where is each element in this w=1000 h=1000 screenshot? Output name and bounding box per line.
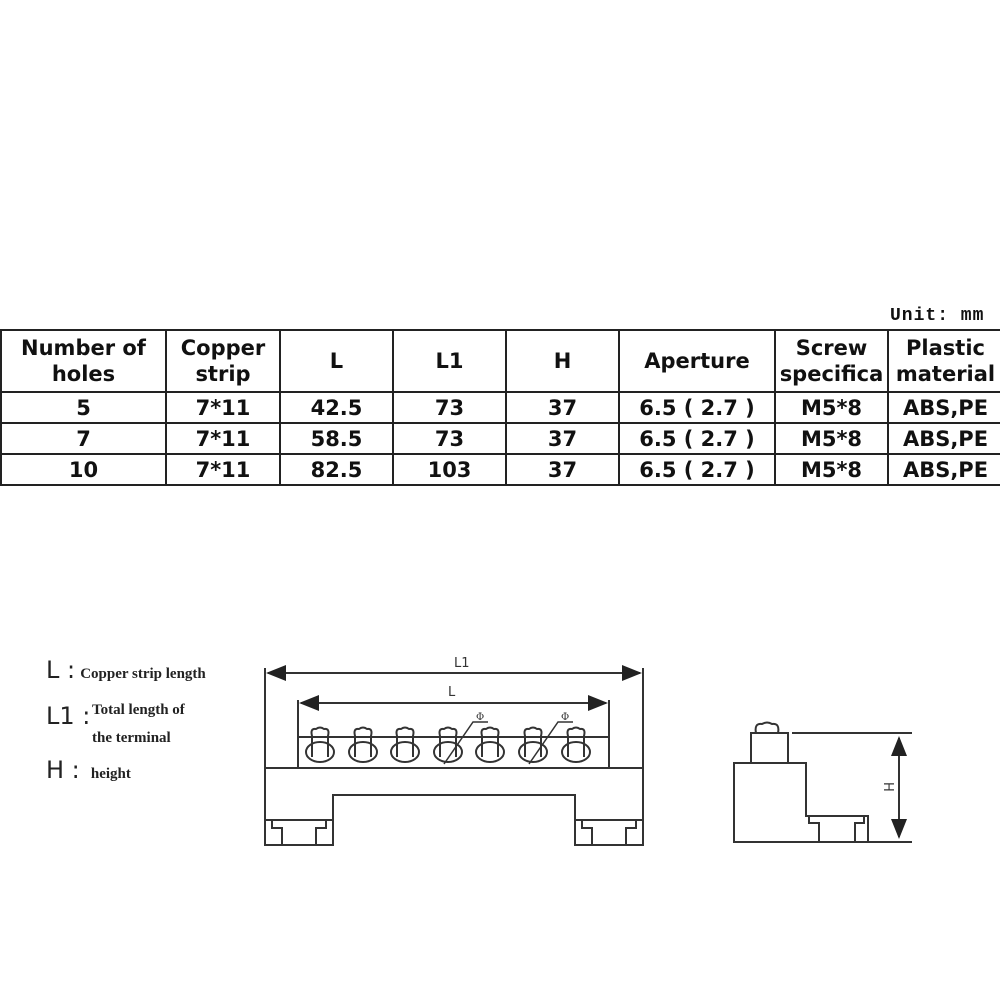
cell-copper-strip: 7*11 xyxy=(166,454,280,485)
cell-screw: M5*8 xyxy=(775,423,888,454)
header-h: H xyxy=(506,330,619,392)
legend-item-h: H : height xyxy=(46,756,131,784)
legend-l1-text-line2: the terminal xyxy=(92,730,171,746)
dim-label-l1: L1 xyxy=(454,656,470,671)
header-screw-spec: Screw specifica xyxy=(775,330,888,392)
screw-row xyxy=(306,728,590,763)
cell-aperture: 6.5 ( 2.7 ) xyxy=(619,454,775,485)
legend-item-l: L : Copper strip length xyxy=(46,656,206,684)
phi-symbol-2: Φ xyxy=(561,712,570,723)
header-copper-strip: Copper strip xyxy=(166,330,280,392)
cell-copper-strip: 7*11 xyxy=(166,392,280,423)
header-plastic-material: Plastic material xyxy=(888,330,1000,392)
header-number-of-holes: Number of holes xyxy=(1,330,166,392)
cell-material: ABS,PE xyxy=(888,454,1000,485)
cell-material: ABS,PE xyxy=(888,423,1000,454)
legend-item-l1: L1 : xyxy=(46,702,91,730)
cell-screw: M5*8 xyxy=(775,454,888,485)
cell-l: 82.5 xyxy=(280,454,393,485)
cell-l1: 73 xyxy=(393,392,506,423)
cell-copper-strip: 7*11 xyxy=(166,423,280,454)
cell-holes: 5 xyxy=(1,392,166,423)
cell-h: 37 xyxy=(506,423,619,454)
dim-label-h: H xyxy=(880,782,895,792)
cell-h: 37 xyxy=(506,392,619,423)
cell-aperture: 6.5 ( 2.7 ) xyxy=(619,392,775,423)
phi-symbol-1: Φ xyxy=(476,712,485,723)
cell-l1: 73 xyxy=(393,423,506,454)
cell-holes: 10 xyxy=(1,454,166,485)
header-aperture: Aperture xyxy=(619,330,775,392)
cell-screw: M5*8 xyxy=(775,392,888,423)
header-l1: L1 xyxy=(393,330,506,392)
cell-l1: 103 xyxy=(393,454,506,485)
header-l: L xyxy=(280,330,393,392)
unit-label: Unit: mm xyxy=(890,306,985,326)
cell-holes: 7 xyxy=(1,423,166,454)
cell-aperture: 6.5 ( 2.7 ) xyxy=(619,423,775,454)
cell-material: ABS,PE xyxy=(888,392,1000,423)
cell-l: 42.5 xyxy=(280,392,393,423)
cell-l: 58.5 xyxy=(280,423,393,454)
cell-h: 37 xyxy=(506,454,619,485)
dim-label-l: L xyxy=(448,685,456,700)
legend-l1-text-line1: Total length of xyxy=(92,702,185,718)
